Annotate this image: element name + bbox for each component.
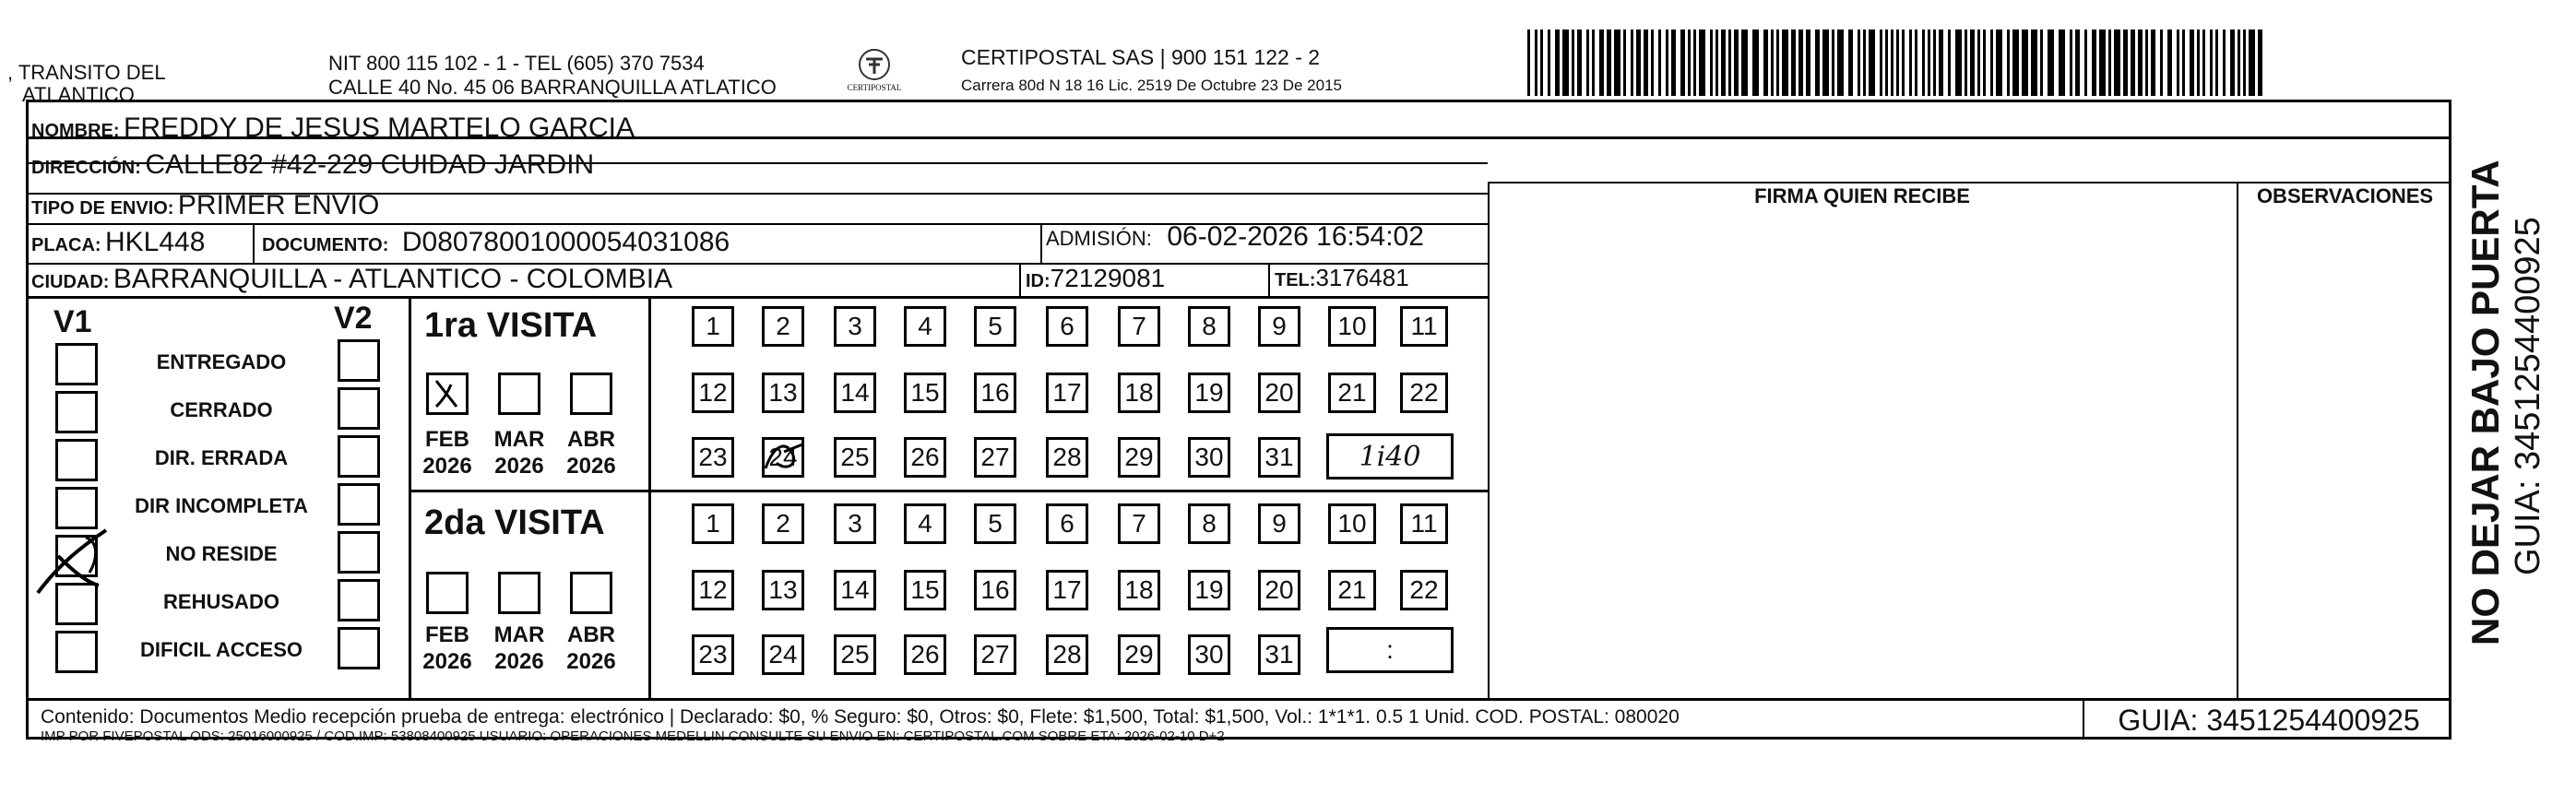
second-visit-day-box[interactable]: 25 — [834, 634, 876, 675]
barcode-icon — [1527, 30, 2265, 96]
first-visit-month-abr: ABR 2026 — [566, 427, 616, 479]
first-visit-day-box[interactable]: 10 — [1328, 306, 1376, 347]
second-visit-day-box[interactable]: 5 — [974, 503, 1016, 544]
observaciones-header: OBSERVACIONES — [2256, 184, 2434, 207]
direccion-label: DIRECCIÓN: — [31, 158, 141, 178]
second-visit-day-box[interactable]: 27 — [974, 634, 1016, 675]
first-visit-time-box[interactable]: 1i40 — [1326, 433, 1454, 479]
v1-checkbox-no-reside[interactable] — [55, 535, 98, 577]
v1-checkbox-rehusado[interactable] — [55, 583, 98, 625]
second-visit-month-mar: MAR 2026 — [493, 622, 545, 674]
second-visit-day-box[interactable]: 7 — [1118, 503, 1160, 544]
v1-header: V1 — [53, 304, 92, 339]
second-visit-day-box[interactable]: 15 — [904, 570, 946, 610]
first-visit-day-box[interactable]: 11 — [1400, 306, 1448, 347]
status-dir-errada: DIR. ERRADA — [154, 446, 289, 469]
first-visit-day-box[interactable]: 28 — [1046, 437, 1088, 478]
firma-header: FIRMA QUIEN RECIBE — [1754, 184, 1970, 207]
second-visit-day-box[interactable]: 12 — [692, 570, 734, 610]
first-visit-day-box[interactable]: 27 — [974, 437, 1016, 478]
handwritten-scribble-icon — [756, 433, 812, 479]
col-divider — [1268, 263, 1270, 297]
second-visit-day-box[interactable]: 19 — [1188, 570, 1230, 610]
first-visit-day-box[interactable]: 16 — [974, 373, 1016, 413]
side-guia: GUIA: 3451254400925 — [2509, 217, 2547, 575]
second-visit-time-box[interactable]: : — [1326, 627, 1454, 673]
first-visit-day-box[interactable]: 30 — [1188, 437, 1230, 478]
admision-label: ADMISIÓN: — [1046, 227, 1152, 250]
documento-value: D08078001000054031086 — [401, 227, 730, 257]
first-visit-day-box[interactable]: 25 — [834, 437, 876, 478]
certipostal-logo-icon — [841, 46, 908, 94]
v1-checkbox-cerrado[interactable] — [55, 391, 98, 433]
documento-label: DOCUMENTO: — [262, 235, 389, 255]
status-dificil-acceso: DIFICIL ACCESO — [139, 638, 303, 661]
status-entregado: ENTREGADO — [156, 350, 287, 373]
second-visit-day-box[interactable]: 22 — [1400, 570, 1448, 610]
first-visit-day-box[interactable]: 13 — [762, 373, 804, 413]
second-visit-day-box[interactable]: 3 — [834, 503, 876, 544]
first-visit-day-box[interactable]: 22 — [1400, 373, 1448, 413]
first-visit-day-box[interactable]: 29 — [1118, 437, 1160, 478]
address-line: CALLE 40 No. 45 06 BARRANQUILLA ATLATICO — [328, 76, 777, 99]
first-visit-day-box[interactable]: 19 — [1188, 373, 1230, 413]
second-visit-day-box[interactable]: 13 — [762, 570, 804, 610]
second-visit-day-box[interactable]: 10 — [1328, 503, 1376, 544]
imp-line: IMP POR FIVEPOSTAL ODS: 25016000925 / COD.IMP: 53808400925 USUARIO: OPERACIONES MEDELLIN CONSULTE SU ENVIO EN: CERTIPOSTAL.COM SOBRE ETA: 2026-02-10 D+2 — [41, 728, 1225, 744]
id-value: 72129081 — [1050, 264, 1166, 292]
first-visit-day-box[interactable]: 3 — [834, 306, 876, 347]
ciudad-field — [31, 264, 672, 295]
first-visit-day-box[interactable]: 21 — [1328, 373, 1376, 413]
col-divider — [409, 297, 411, 698]
second-visit-day-box[interactable]: 18 — [1118, 570, 1160, 610]
status-rehusado: REHUSADO — [163, 590, 279, 613]
col-divider — [253, 224, 255, 263]
second-visit-day-box[interactable]: 29 — [1118, 634, 1160, 675]
no-dejar-bajo-puerta: NO DEJAR BAJO PUERTA — [2463, 160, 2507, 645]
status-dir-incompleta: DIR INCOMPLETA — [135, 494, 308, 517]
first-visit-day-box[interactable]: 7 — [1118, 306, 1160, 347]
second-visit-title: 2da VISITA — [424, 503, 605, 542]
second-visit-day-box[interactable]: 28 — [1046, 634, 1088, 675]
first-visit-day-box[interactable]: 23 — [692, 437, 734, 478]
second-visit-day-box[interactable]: 11 — [1400, 503, 1448, 544]
transit-line-2: ATLANTICO — [22, 83, 135, 106]
ciudad-value: BARRANQUILLA - ATLANTICO - COLOMBIA — [113, 264, 673, 294]
first-visit-day-box[interactable]: 4 — [904, 306, 946, 347]
first-visit-day-box[interactable]: 9 — [1258, 306, 1300, 347]
v2-header: V2 — [334, 301, 373, 336]
nombre-label: NOMBRE: — [31, 121, 120, 141]
second-visit-day-box[interactable]: 31 — [1258, 634, 1300, 675]
second-visit-day-box[interactable]: 21 — [1328, 570, 1376, 610]
nombre-value: FREDDY DE JESUS MARTELO GARCIA — [124, 112, 635, 143]
tel-value: 3176481 — [1315, 264, 1409, 291]
second-visit-month-abr-checkbox[interactable] — [570, 572, 612, 614]
tel-label: TEL: — [1275, 270, 1316, 290]
second-visit-day-box[interactable]: 2 — [762, 503, 804, 544]
first-visit-day-box[interactable]: 8 — [1188, 306, 1230, 347]
tipo-envio-field — [31, 190, 379, 221]
admision-field — [1046, 221, 1424, 253]
second-visit-day-box[interactable]: 30 — [1188, 634, 1230, 675]
first-visit-month-mar: MAR 2026 — [493, 427, 545, 479]
first-visit-month-feb: FEB 2026 — [422, 427, 472, 479]
col-divider — [1019, 263, 1021, 297]
status-no-reside: NO RESIDE — [165, 542, 278, 565]
second-visit-day-box[interactable]: 1 — [692, 503, 734, 544]
col-divider — [648, 297, 651, 698]
first-visit-day-box[interactable]: 12 — [692, 373, 734, 413]
v1-checkbox-dir-errada[interactable] — [55, 439, 98, 481]
license-line: Carrera 80d N 18 16 Lic. 2519 De Octubre 23 De 2015 — [961, 77, 1342, 94]
v1-checkbox-entregado[interactable] — [55, 343, 98, 385]
first-visit-day-box[interactable]: 1 — [692, 306, 734, 347]
first-visit-day-box[interactable]: 24 — [762, 437, 804, 478]
v2-checkbox-entregado[interactable] — [338, 339, 380, 382]
second-visit-day-box[interactable]: 8 — [1188, 503, 1230, 544]
direccion-value: CALLE82 #42-229 CUIDAD JARDIN — [145, 149, 595, 180]
tipo-envio-value: PRIMER ENVIO — [177, 190, 380, 220]
second-visit-day-box[interactable]: 16 — [974, 570, 1016, 610]
placa-value: HKL448 — [105, 227, 206, 257]
first-visit-month-mar-checkbox[interactable] — [498, 373, 540, 415]
second-visit-day-box[interactable]: 9 — [1258, 503, 1300, 544]
col-divider — [2237, 182, 2238, 698]
placa-label: PLACA: — [31, 235, 101, 255]
company-line: CERTIPOSTAL SAS | 900 151 122 - 2 — [961, 45, 1321, 69]
second-visit-day-box[interactable]: 6 — [1046, 503, 1088, 544]
first-visit-day-box[interactable]: 20 — [1258, 373, 1300, 413]
placa-field — [31, 227, 205, 258]
second-visit-day-box[interactable]: 24 — [762, 634, 804, 675]
v2-checkbox-dir-incompleta[interactable] — [338, 483, 380, 526]
col-divider — [1488, 182, 1490, 698]
direccion-field — [31, 149, 594, 181]
second-visit-day-box[interactable]: 20 — [1258, 570, 1300, 610]
first-visit-day-box[interactable]: 5 — [974, 306, 1016, 347]
tel-field — [1275, 264, 1409, 292]
admision-value: 06-02-2026 16:54:02 — [1167, 221, 1424, 252]
status-cerrado: CERRADO — [170, 398, 273, 421]
row-divider — [409, 490, 1488, 492]
second-visit-month-feb-checkbox[interactable] — [426, 572, 469, 614]
first-visit-title: 1ra VISITA — [424, 306, 598, 345]
first-visit-day-box[interactable]: 26 — [904, 437, 946, 478]
v2-checkbox-rehusado[interactable] — [338, 579, 380, 621]
second-visit-day-box[interactable]: 14 — [834, 570, 876, 610]
first-visit-day-box[interactable]: 2 — [762, 306, 804, 347]
first-visit-month-feb-checkbox[interactable] — [426, 373, 469, 415]
transit-line-1: , TRANSITO DEL — [7, 61, 166, 84]
first-visit-month-abr-checkbox[interactable] — [570, 373, 612, 415]
v2-checkbox-dificil-acceso[interactable] — [338, 627, 380, 669]
ciudad-label: CIUDAD: — [31, 272, 110, 292]
v2-checkbox-no-reside[interactable] — [338, 531, 380, 574]
second-visit-month-abr: ABR 2026 — [566, 622, 616, 674]
contenido-line: Contenido: Documentos Medio recepción prueba de entrega: electrónico | Declarado: $0, % Seguro: $0, Otros: $0, Flete: $1,500, Total: $1,500, Vol.: 1*1*1. 0.5 1 Unid. COD. POSTAL: 080020 — [41, 706, 1680, 728]
first-visit-day-box[interactable]: 6 — [1046, 306, 1088, 347]
id-field — [1026, 264, 1165, 293]
tipo-envio-label: TIPO DE ENVIO: — [31, 198, 174, 219]
second-visit-month-feb: FEB 2026 — [422, 622, 472, 674]
row-divider — [1488, 182, 2451, 183]
v2-checkbox-cerrado[interactable] — [338, 387, 380, 430]
v2-checkbox-dir-errada[interactable] — [338, 435, 380, 478]
documento-field — [262, 227, 730, 258]
first-visit-day-box[interactable]: 17 — [1046, 373, 1088, 413]
second-visit-month-mar-checkbox[interactable] — [498, 572, 540, 614]
second-visit-day-box[interactable]: 4 — [904, 503, 946, 544]
nit-line: NIT 800 115 102 - 1 - TEL (605) 370 7534 — [328, 52, 705, 75]
guia-box: GUIA: 3451254400925 — [2118, 703, 2420, 737]
second-visit-day-box[interactable]: 26 — [904, 634, 946, 675]
nombre-field — [31, 112, 635, 144]
first-visit-day-box[interactable]: 31 — [1258, 437, 1300, 478]
first-visit-day-box[interactable]: 18 — [1118, 373, 1160, 413]
col-divider — [2083, 698, 2084, 740]
logo-text: CERTIPOSTAL — [847, 83, 902, 92]
second-visit-day-box[interactable]: 17 — [1046, 570, 1088, 610]
handwritten-x-mark-icon — [429, 375, 466, 412]
v1-checkbox-dificil-acceso[interactable] — [55, 631, 98, 673]
id-label: ID: — [1026, 271, 1051, 291]
col-divider — [1040, 224, 1042, 263]
first-visit-day-box[interactable]: 15 — [904, 373, 946, 413]
first-visit-day-box[interactable]: 14 — [834, 373, 876, 413]
second-visit-day-box[interactable]: 23 — [692, 634, 734, 675]
